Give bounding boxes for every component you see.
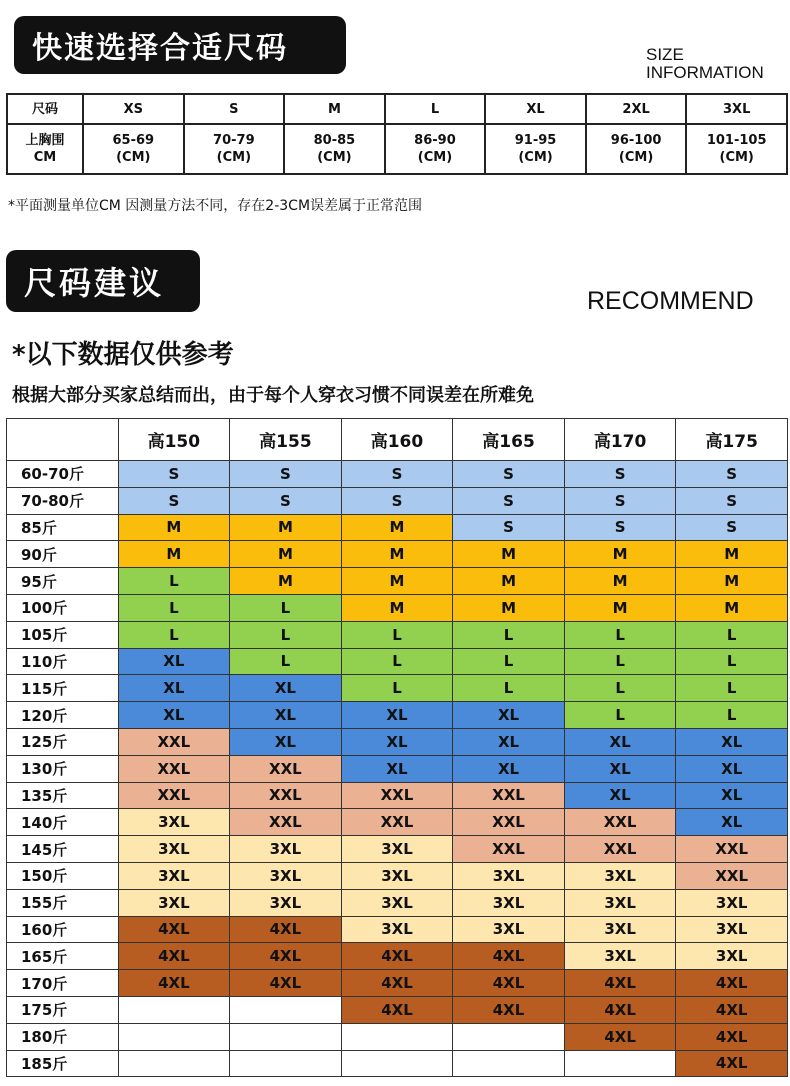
- size-cell: L: [453, 675, 565, 702]
- size-cell: M: [230, 514, 342, 541]
- size-cell: L: [341, 648, 453, 675]
- size-cell: XXL: [118, 755, 230, 782]
- range-value: 91-95: [514, 133, 557, 148]
- size-cell: XXL: [453, 782, 565, 809]
- size-cell: M: [341, 594, 453, 621]
- size-cell: M: [341, 514, 453, 541]
- size-m: M: [284, 94, 385, 124]
- size-cell: 3XL: [453, 889, 565, 916]
- corner-cell: [7, 419, 119, 461]
- weight-label: 140斤: [7, 809, 119, 836]
- size-cell: S: [676, 487, 788, 514]
- size-xs: XS: [83, 94, 184, 124]
- size-cell: 4XL: [453, 943, 565, 970]
- range-unit: (CM): [417, 150, 453, 165]
- weight-row: [7, 836, 788, 863]
- bust-row: [7, 124, 787, 174]
- size-cell: M: [676, 541, 788, 568]
- size-cell: 3XL: [341, 862, 453, 889]
- size-cell: 3XL: [118, 836, 230, 863]
- weight-rows: [7, 461, 788, 1077]
- weight-row: [7, 514, 788, 541]
- size-cell: XXL: [230, 809, 342, 836]
- bust-label: [7, 124, 83, 174]
- size-cell: L: [453, 621, 565, 648]
- size-cell: 3XL: [564, 943, 676, 970]
- range-value: 80-85: [313, 133, 356, 148]
- size-cell: 4XL: [676, 970, 788, 997]
- size-cell: 3XL: [341, 916, 453, 943]
- size-cell: L: [564, 702, 676, 729]
- size-cell: XL: [676, 728, 788, 755]
- size-cell: 4XL: [118, 916, 230, 943]
- size-information-line1: SIZE: [646, 45, 684, 64]
- weight-label: 160斤: [7, 916, 119, 943]
- size-cell: XL: [341, 702, 453, 729]
- size-cell: L: [341, 675, 453, 702]
- size-cell: M: [341, 568, 453, 595]
- size-cell: 4XL: [118, 970, 230, 997]
- size-cell: 3XL: [341, 836, 453, 863]
- weight-label: 115斤: [7, 675, 119, 702]
- weight-row: [7, 970, 788, 997]
- bust-label-line2: CM: [33, 150, 57, 165]
- size-cell: 4XL: [230, 916, 342, 943]
- size-cell: 3XL: [118, 889, 230, 916]
- weight-row: [7, 862, 788, 889]
- size-cell: M: [564, 541, 676, 568]
- size-cell: S: [341, 461, 453, 488]
- size-cell: XXL: [453, 809, 565, 836]
- range-unit: (CM): [116, 150, 151, 165]
- weight-row: [7, 702, 788, 729]
- size-information-line2: INFORMATION: [646, 63, 764, 82]
- size-cell: XL: [676, 755, 788, 782]
- bust-range-l: [385, 124, 486, 174]
- empty-cell: [118, 1050, 230, 1077]
- size-cell: XL: [118, 675, 230, 702]
- size-3xl: 3XL: [686, 94, 787, 124]
- size-cell: 4XL: [230, 970, 342, 997]
- weight-row: [7, 461, 788, 488]
- size-l: L: [385, 94, 486, 124]
- size-cell: 3XL: [453, 916, 565, 943]
- size-cell: S: [118, 461, 230, 488]
- weight-label: 175斤: [7, 996, 119, 1023]
- empty-cell: [453, 1023, 565, 1050]
- size-cell: 4XL: [341, 943, 453, 970]
- size-cell: XXL: [118, 782, 230, 809]
- weight-label: 145斤: [7, 836, 119, 863]
- size-cell: L: [118, 621, 230, 648]
- bust-range-s: [184, 124, 285, 174]
- range-unit: (CM): [719, 150, 754, 165]
- size-cell: 4XL: [341, 996, 453, 1023]
- range-value: 101-105: [706, 133, 767, 148]
- size-cell: XL: [230, 728, 342, 755]
- size-cell: S: [676, 461, 788, 488]
- size-cell: 4XL: [676, 1023, 788, 1050]
- size-cell: XL: [564, 782, 676, 809]
- weight-row: [7, 916, 788, 943]
- size-cell: L: [118, 594, 230, 621]
- size-cell: L: [564, 621, 676, 648]
- weight-label: 125斤: [7, 728, 119, 755]
- size-cell: 3XL: [564, 889, 676, 916]
- size-cell: XL: [341, 755, 453, 782]
- weight-label: 155斤: [7, 889, 119, 916]
- measurement-note: *平面测量单位CM 因测量方法不同，存在2-3CM误差属于正常范围: [8, 198, 423, 214]
- size-header-label: 尺码: [7, 94, 83, 124]
- size-cell: XL: [564, 755, 676, 782]
- size-cell: M: [453, 568, 565, 595]
- size-cell: XXL: [453, 836, 565, 863]
- range-value: 65-69: [112, 133, 155, 148]
- size-cell: 3XL: [230, 836, 342, 863]
- weight-row: [7, 943, 788, 970]
- range-unit: (CM): [618, 150, 654, 165]
- size-cell: L: [341, 621, 453, 648]
- size-cell: M: [118, 514, 230, 541]
- weight-label: 120斤: [7, 702, 119, 729]
- size-cell: M: [564, 594, 676, 621]
- weight-label: 185斤: [7, 1050, 119, 1077]
- size-cell: 4XL: [453, 970, 565, 997]
- size-cell: L: [230, 594, 342, 621]
- size-cell: XL: [230, 675, 342, 702]
- empty-cell: [230, 1023, 342, 1050]
- size-header-row: [7, 94, 787, 124]
- empty-cell: [230, 996, 342, 1023]
- size-cell: 3XL: [230, 862, 342, 889]
- size-cell: XXL: [676, 836, 788, 863]
- weight-label: 105斤: [7, 621, 119, 648]
- size-cell: M: [676, 568, 788, 595]
- empty-cell: [341, 1023, 453, 1050]
- size-recommendation-grid: [6, 418, 788, 1077]
- range-unit: (CM): [216, 150, 252, 165]
- empty-cell: [564, 1050, 676, 1077]
- weight-label: 110斤: [7, 648, 119, 675]
- size-cell: S: [564, 461, 676, 488]
- weight-row: [7, 1050, 788, 1077]
- size-cell: 3XL: [564, 916, 676, 943]
- size-cell: 3XL: [118, 862, 230, 889]
- size-xl: XL: [485, 94, 586, 124]
- size-cell: L: [564, 648, 676, 675]
- size-cell: 4XL: [341, 970, 453, 997]
- bust-range-3xl: [686, 124, 787, 174]
- size-cell: 3XL: [453, 862, 565, 889]
- size-cell: S: [118, 487, 230, 514]
- size-cell: XL: [676, 809, 788, 836]
- weight-row: [7, 728, 788, 755]
- size-cell: XL: [676, 782, 788, 809]
- recommend-section-title: 尺码建议: [6, 250, 200, 312]
- size-cell: S: [230, 461, 342, 488]
- size-cell: 3XL: [341, 889, 453, 916]
- size-cell: XXL: [230, 782, 342, 809]
- weight-label: 70-80斤: [7, 487, 119, 514]
- weight-label: 95斤: [7, 568, 119, 595]
- size-cell: 4XL: [230, 943, 342, 970]
- weight-row: [7, 755, 788, 782]
- weight-row: [7, 594, 788, 621]
- size-cell: 3XL: [676, 889, 788, 916]
- weight-label: 90斤: [7, 541, 119, 568]
- weight-label: 180斤: [7, 1023, 119, 1050]
- empty-cell: [118, 996, 230, 1023]
- size-cell: S: [564, 514, 676, 541]
- recommendation-basis: 根据大部分买家总结而出，由于每个人穿衣习惯不同误差在所难免: [12, 385, 534, 406]
- size-cell: M: [230, 541, 342, 568]
- size-cell: L: [230, 648, 342, 675]
- size-cell: XXL: [341, 782, 453, 809]
- size-cell: 3XL: [676, 943, 788, 970]
- size-cell: L: [564, 675, 676, 702]
- size-cell: XL: [453, 755, 565, 782]
- weight-row: [7, 568, 788, 595]
- reference-disclaimer: *以下数据仅供参考: [12, 340, 234, 370]
- weight-label: 135斤: [7, 782, 119, 809]
- size-cell: S: [564, 487, 676, 514]
- size-cell: XL: [230, 702, 342, 729]
- size-cell: 4XL: [564, 996, 676, 1023]
- size-cell: XL: [118, 702, 230, 729]
- weight-row: [7, 889, 788, 916]
- size-cell: XL: [118, 648, 230, 675]
- height-header: 高175: [676, 419, 788, 461]
- size-cell: L: [118, 568, 230, 595]
- height-header-row: [7, 419, 788, 461]
- size-chart-table: [6, 93, 788, 175]
- size-cell: 3XL: [230, 889, 342, 916]
- size-cell: L: [676, 675, 788, 702]
- weight-row: [7, 621, 788, 648]
- height-header: 高150: [118, 419, 230, 461]
- weight-row: [7, 675, 788, 702]
- size-cell: 4XL: [564, 1023, 676, 1050]
- weight-label: 60-70斤: [7, 461, 119, 488]
- size-2xl: 2XL: [586, 94, 687, 124]
- size-cell: M: [676, 594, 788, 621]
- size-s: S: [184, 94, 285, 124]
- size-cell: XL: [341, 728, 453, 755]
- size-cell: S: [341, 487, 453, 514]
- size-cell: 4XL: [564, 970, 676, 997]
- size-cell: XL: [453, 702, 565, 729]
- weight-label: 170斤: [7, 970, 119, 997]
- height-header: 高155: [230, 419, 342, 461]
- size-cell: S: [453, 514, 565, 541]
- size-cell: XL: [453, 728, 565, 755]
- empty-cell: [453, 1050, 565, 1077]
- weight-row: [7, 996, 788, 1023]
- range-value: 86-90: [414, 133, 456, 148]
- size-cell: M: [118, 541, 230, 568]
- range-value: 96-100: [610, 133, 662, 148]
- size-cell: L: [676, 702, 788, 729]
- weight-row: [7, 648, 788, 675]
- size-cell: XL: [564, 728, 676, 755]
- size-cell: S: [676, 514, 788, 541]
- bust-range-xl: [485, 124, 586, 174]
- size-cell: XXL: [118, 728, 230, 755]
- size-cell: 4XL: [676, 1050, 788, 1077]
- size-cell: XXL: [564, 836, 676, 863]
- height-header: 高170: [564, 419, 676, 461]
- empty-cell: [230, 1050, 342, 1077]
- size-cell: L: [230, 621, 342, 648]
- size-cell: 4XL: [453, 996, 565, 1023]
- recommend-label: RECOMMEND: [587, 287, 754, 315]
- size-information-label: [646, 46, 764, 82]
- size-cell: M: [564, 568, 676, 595]
- size-cell: L: [453, 648, 565, 675]
- size-cell: L: [676, 648, 788, 675]
- size-cell: L: [676, 621, 788, 648]
- size-cell: 3XL: [118, 809, 230, 836]
- size-cell: 4XL: [118, 943, 230, 970]
- size-cell: M: [453, 594, 565, 621]
- size-cell: S: [230, 487, 342, 514]
- weight-label: 130斤: [7, 755, 119, 782]
- bust-label-line1: 上胸围: [25, 133, 65, 148]
- height-header: 高160: [341, 419, 453, 461]
- height-header: 高165: [453, 419, 565, 461]
- weight-label: 150斤: [7, 862, 119, 889]
- empty-cell: [118, 1023, 230, 1050]
- range-value: 70-79: [213, 133, 255, 148]
- size-cell: XXL: [676, 862, 788, 889]
- bust-range-2xl: [586, 124, 687, 174]
- size-cell: XXL: [230, 755, 342, 782]
- size-cell: 3XL: [564, 862, 676, 889]
- bust-range-xs: [83, 124, 184, 174]
- weight-row: [7, 1023, 788, 1050]
- size-cell: XXL: [564, 809, 676, 836]
- weight-row: [7, 782, 788, 809]
- range-unit: (CM): [518, 150, 553, 165]
- weight-label: 85斤: [7, 514, 119, 541]
- size-cell: 4XL: [676, 996, 788, 1023]
- size-cell: M: [341, 541, 453, 568]
- weight-row: [7, 541, 788, 568]
- size-cell: S: [453, 461, 565, 488]
- size-cell: 3XL: [676, 916, 788, 943]
- size-cell: M: [453, 541, 565, 568]
- size-cell: S: [453, 487, 565, 514]
- weight-row: [7, 487, 788, 514]
- range-unit: (CM): [317, 150, 352, 165]
- weight-row: [7, 809, 788, 836]
- bust-range-m: [284, 124, 385, 174]
- empty-cell: [341, 1050, 453, 1077]
- weight-label: 165斤: [7, 943, 119, 970]
- size-cell: M: [230, 568, 342, 595]
- size-section-title: 快速选择合适尺码: [14, 16, 346, 74]
- weight-label: 100斤: [7, 594, 119, 621]
- size-cell: XXL: [341, 809, 453, 836]
